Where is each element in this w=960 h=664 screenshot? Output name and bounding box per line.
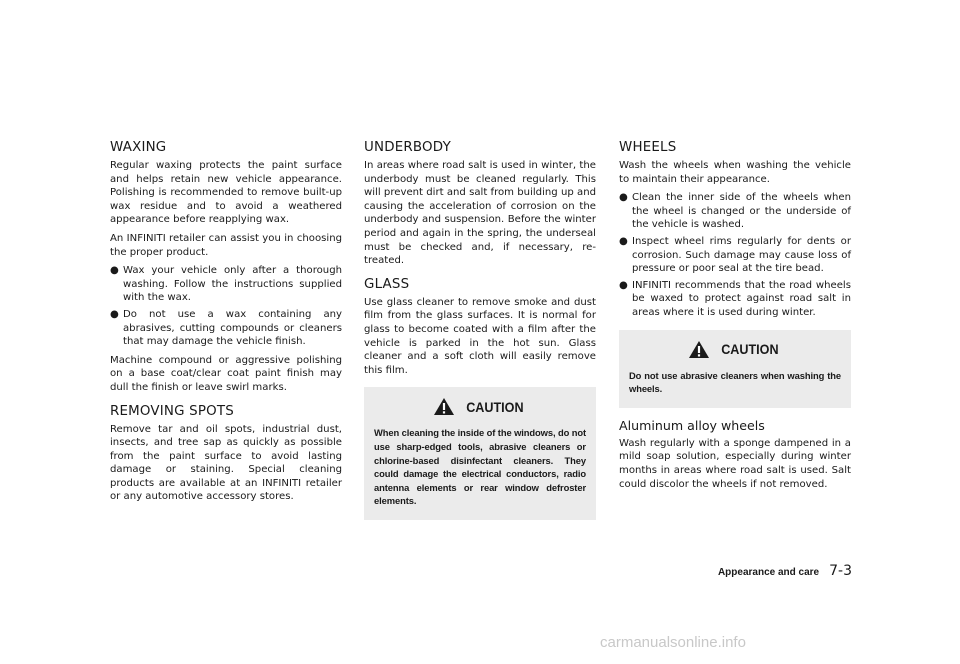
list-item-text: Clean the inner side of the wheels when the wheel is changed or the underside of the vehicle is washed. (632, 192, 851, 231)
warning-triangle-icon (688, 340, 710, 359)
list-item-text: INFINITI recommends that the road wheels be waxed to protect against road salt in areas where it is used during winter. (632, 279, 851, 318)
waxing-heading: WAXING (110, 140, 167, 155)
list-item-text: Inspect wheel rims regularly for dents or corrosion. Such damage may cause loss of pressure or poor seal at the tire bead. (632, 235, 851, 275)
wheels-caution-box (619, 330, 851, 408)
bullet-icon: ● (110, 308, 119, 320)
bullet-icon: ● (619, 279, 628, 291)
waxing-paragraph-2: An INFINITI retailer can assist you in choosing the proper product. (110, 232, 342, 258)
bullet-icon: ● (110, 265, 119, 277)
caution-text: Do not use abrasive cleaners when washing the wheels. (629, 369, 841, 395)
waxing-paragraph-1: Regular waxing protects the paint surface and helps retain new vehicle appearance. Polishing is recommended to remove built-up wax residue and to avoid a weathered appearance before reapplying wax. (110, 160, 342, 226)
caution-title: CAUTION (466, 398, 524, 415)
underbody-paragraph: In areas where road salt is used in winter, the underbody must be cleaned regularly. This will prevent dirt and salt from building up and causing the acceleration of corrosion on the underbody and suspension. Before the winter period and again in the spring, the underseal must be checked and, if necessary, re-treated. (364, 160, 596, 267)
page-footer (718, 563, 852, 579)
aluminum-wheels-paragraph: Wash regularly with a sponge dampened in a mild soap solution, especially during winter months in areas where road salt is used. Salt could discolor the wheels if not removed. (619, 437, 851, 490)
glass-heading: GLASS (364, 276, 410, 292)
caution-title: CAUTION (721, 341, 779, 358)
wheels-heading: WHEELS (619, 140, 677, 155)
list-item (619, 191, 851, 232)
column-left (110, 140, 342, 509)
list-item-text: Wax your vehicle only after a thorough washing. Follow the instructions supplied with the wax. (123, 265, 342, 304)
list-item (619, 235, 851, 276)
aluminum-wheels-heading: Aluminum alloy wheels (619, 417, 765, 433)
glass-paragraph: Use glass cleaner to remove smoke and dust film from the glass surfaces. It is normal for glass to become coated with a film after the vehicle is parked in the hot sun. Glass cleaner and a soft cloth will easily remove this film. (364, 296, 596, 376)
column-middle (364, 140, 596, 520)
list-item (110, 308, 342, 349)
caution-text: When cleaning the inside of the windows, do not use sharp-edged tools, abrasive cleaners or chlorine-based disinfectant cleaners. They could damage the electrical conductors, radio antenna elements or rear window defroster elements. (374, 427, 586, 507)
footer-section-title: Appearance and care (717, 567, 820, 578)
glass-caution-box (364, 387, 596, 520)
underbody-heading: UNDERBODY (364, 140, 451, 155)
caution-header (374, 397, 586, 416)
column-right (619, 140, 851, 496)
watermark: carmanualsonline.info (600, 634, 746, 651)
list-item (619, 279, 851, 320)
waxing-bullet-list (110, 264, 342, 349)
waxing-paragraph-3: Machine compound or aggressive polishing on a base coat/clear coat paint finish may dull the finish or leave swirl marks. (110, 354, 342, 393)
bullet-icon: ● (619, 192, 628, 204)
page-number: 7-3 (829, 563, 852, 579)
caution-header (629, 340, 841, 359)
removing-spots-heading: REMOVING SPOTS (110, 403, 234, 419)
removing-spots-paragraph: Remove tar and oil spots, industrial dust, insects, and tree sap as quickly as possible from the paint surface to avoid lasting damage or staining. Special cleaning products are available at an INFINITI retailer or any automotive accessory stores. (110, 423, 342, 503)
wheels-paragraph: Wash the wheels when washing the vehicle to maintain their appearance. (619, 160, 851, 185)
wheels-bullet-list (619, 191, 851, 319)
warning-triangle-icon (433, 397, 455, 416)
list-item (110, 264, 342, 305)
list-item-text: Do not use a wax containing any abrasives, cutting compounds or cleaners that may damage the vehicle finish. (123, 308, 342, 348)
bullet-icon: ● (619, 235, 628, 247)
